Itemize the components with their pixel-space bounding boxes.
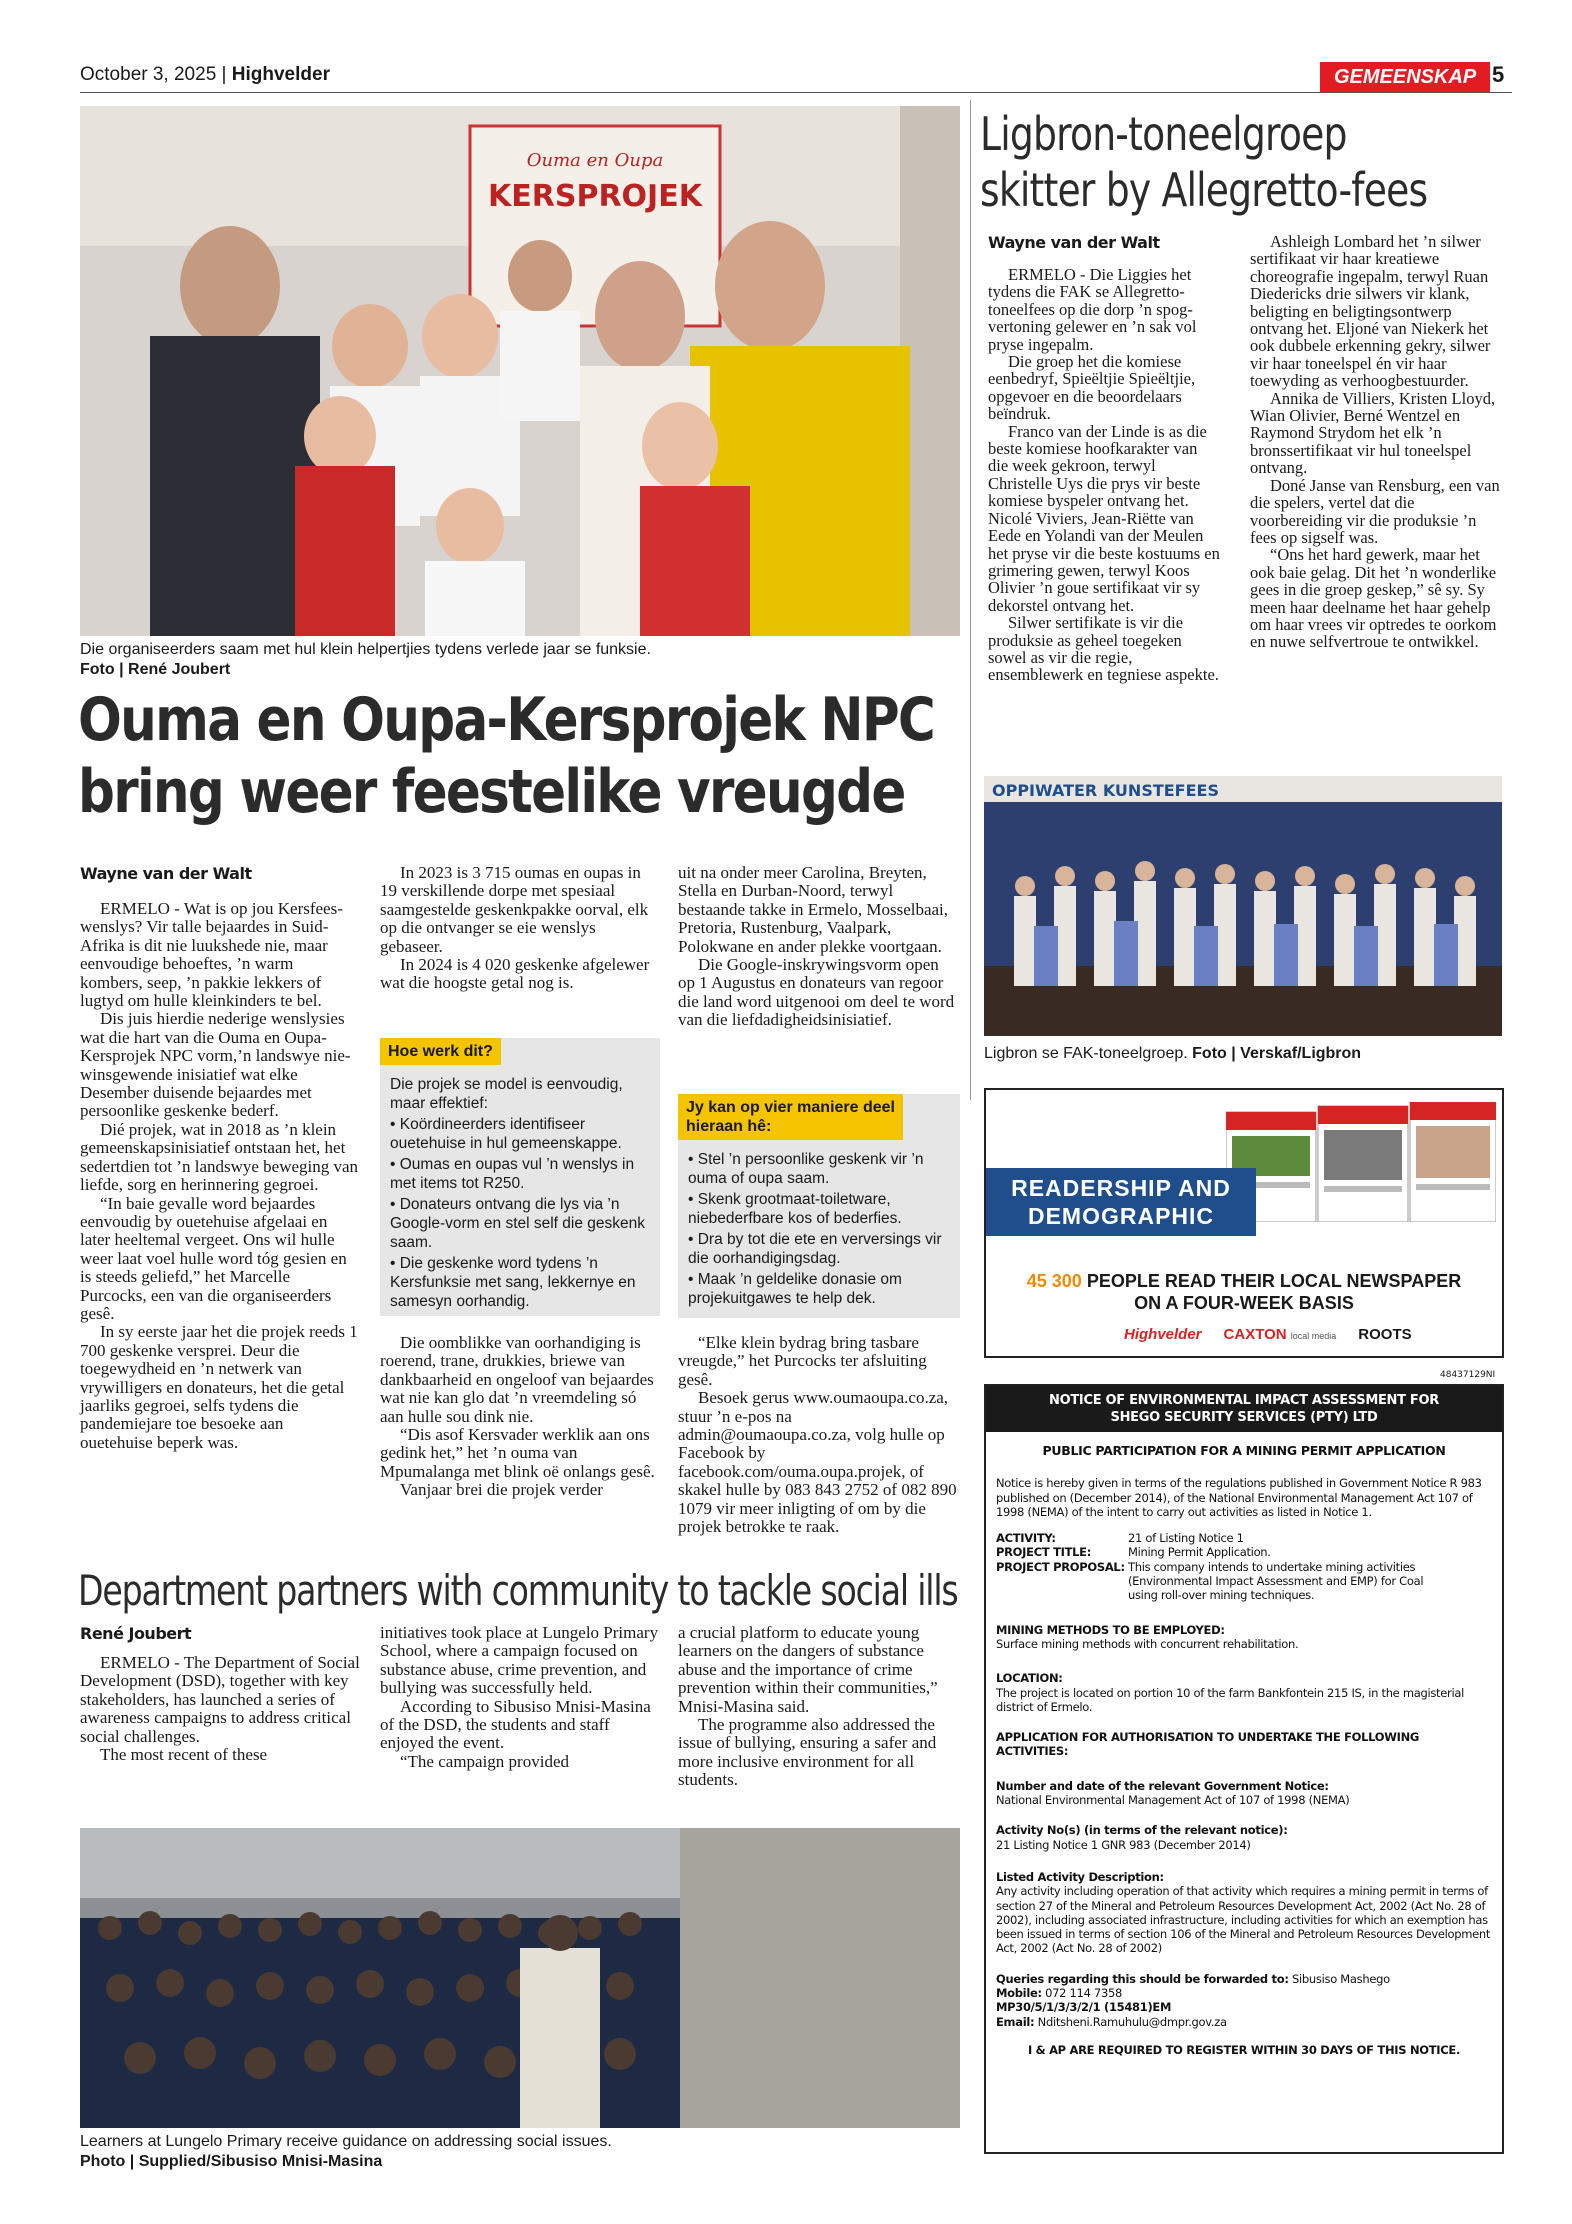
article1-byline: Wayne van der Walt — [80, 864, 252, 883]
text: The project is located on portion 10 of the farm Bankfontein 215 IS, in the magisterial district of Ermelo. — [996, 1685, 1465, 1714]
paragraph: Die Google-inskrywingsvorm open op 1 Augustus en donateurs van regoor die land word uitgenooi om deel te word van die liefdadigheidsinisiatief. — [678, 955, 955, 1030]
box-item: • Die geskenke word tydens ’n Kersfunksie met sang, lekkernye en samesyn oorhandig. — [390, 1255, 636, 1310]
photo-kersprojek — [80, 106, 960, 636]
paragraph: ERMELO - Die Liggies het tydens die FAK se Allegretto-toneelfees op die dorp ’n spog-vertoning gelewer en ’n sak vol pryse ingepalm. — [988, 265, 1197, 354]
phone: 072 114 7358 — [1045, 1986, 1123, 2001]
page-header — [80, 64, 330, 86]
article1-col3-bottom — [678, 1334, 960, 1536]
advert-line: READERSHIP AND — [1011, 1175, 1231, 1201]
heading: APPLICATION FOR AUTHORISATION TO UNDERTAKE THE FOLLOWING ACTIVITIES: — [996, 1730, 1420, 1759]
box-item: • Maak ’n geldelike donasie om projekuitgawes te help dek. — [688, 1271, 902, 1307]
notice-subtitle: PUBLIC PARTICIPATION FOR A MINING PERMIT APPLICATION — [1042, 1443, 1446, 1458]
label: Email: — [996, 2014, 1035, 2029]
paragraph: In 2023 is 3 715 oumas en oupas in 19 verskillende dorpe met spesiaal saamgestelde geskenkpakke oorval, elk op die ontvanger se eie wenslys gebaseer. — [380, 863, 649, 956]
heading: Listed Activity Description: — [996, 1869, 1164, 1884]
photo3-caption — [80, 2132, 960, 2172]
label: Mobile: — [996, 1986, 1042, 2001]
notice-app-head — [996, 1730, 1492, 1759]
photo-lungelo — [80, 1828, 960, 2128]
notice-body — [986, 1432, 1502, 2057]
newspaper-icon — [1226, 1102, 1496, 1222]
paragraph: Besoek gerus www.oumaoupa.co.za, stuur ’n e-pos na admin@oumaoupa.co.za, volg hulle op Facebook by facebook.com/ouma.oupa.projek, of skakel hulle by 083 843 2752 of 082 890 1079 vir meer inligting of om by die projek betrokke te raak. — [678, 1388, 957, 1537]
notice-title — [986, 1386, 1502, 1432]
advert-logos — [1124, 1326, 1424, 1343]
headline-line: Ligbron-toneelgroep — [980, 107, 1347, 161]
box-title: Hoe werk dit? — [380, 1038, 501, 1065]
column-divider — [970, 100, 971, 1100]
box-item: • Koördineerders identifiseer ouetehuise in hul gemeenskappe. — [390, 1116, 622, 1152]
text: Surface mining methods with concurrent rehabilitation. — [996, 1636, 1299, 1651]
svg-text:Ouma en Oupa: Ouma en Oupa — [526, 150, 664, 171]
box-title-line: hieraan hê: — [686, 1118, 772, 1135]
caption-credit: Foto | Verskaf/Ligbron — [1192, 1045, 1362, 1062]
readership-advert — [984, 1088, 1504, 1358]
article2-headline — [980, 106, 1427, 218]
email: Nditsheni.Ramuhulu@dmpr.gov.za — [1037, 2014, 1227, 2029]
advert-line: PEOPLE READ THEIR LOCAL NEWSPAPER — [1086, 1271, 1462, 1291]
box-intro: Die projek se model is eenvoudig, maar effektief: — [390, 1076, 623, 1112]
section-tag: GEMEENSKAP — [1320, 62, 1490, 92]
value: Mining Permit Application. — [1128, 1545, 1271, 1560]
label: PROJECT PROPOSAL: — [996, 1559, 1125, 1574]
caption-text: Die organiseerders saam met hul klein helpertjies tydens verlede jaar se funksie. — [80, 641, 651, 658]
box-body — [380, 1065, 660, 1323]
paragraph: Die groep het die komiese eenbedryf, Spieëltjie Spieëltjie, opgevoer en die beoordelaars beïndruk. — [988, 352, 1196, 424]
text: Any activity including operation of that activity which requires a mining permit in terms of section 27 of the Mineral and Petroleum Resources Development Act, 2002 (Act No. 28 of 2002), including associated infrastructure, including activities for which an exemption has been issued in terms of section 106 of the Mineral and Petroleum Resources Development Act, 2002 (Act No. 28 of 2002) — [996, 1884, 1491, 1956]
notice-ref: 48437129NI — [1440, 1370, 1496, 1380]
label: PROJECT TITLE: — [996, 1545, 1092, 1560]
paragraph: “Dis asof Kersvader werklik aan ons gedink het,” het ’n ouma van Mpumalanga met blink oë onlangs gesê. — [380, 1425, 655, 1481]
text: 21 Listing Notice 1 GNR 983 (December 2014) — [996, 1837, 1251, 1852]
paragraph: “Elke klein bydrag bring tasbare vreugde,” het Purcocks ter afsluiting gesê. — [678, 1333, 927, 1389]
box-title-line: Jy kan op vier maniere deel — [686, 1099, 895, 1116]
paragraph: a crucial platform to educate young learners on the dangers of substance abuse and the importance of crime prevention within their communities,” Mnisi-Masina said. — [678, 1623, 938, 1716]
paragraph: ERMELO - Wat is op jou Kersfees-wenslys? Vir talle bejaardes in Suid-Afrika is dit nie luukshede nie, maar eenvoudige behoeftes, ’n warm kombers, seep, ’n pakkie lekkers of lugtyd om hulle kleinkinders te bel. — [80, 899, 343, 1011]
paragraph: The most recent of these — [100, 1745, 268, 1765]
article3-col2 — [380, 1624, 660, 1771]
article3-byline: René Joubert — [80, 1624, 192, 1643]
photo1-caption — [80, 640, 960, 680]
article1-col1 — [80, 900, 360, 1452]
reference-number: MP30/5/1/3/3/2/1 (15481)EM — [996, 2000, 1172, 2015]
how-it-works-box — [380, 1038, 660, 1316]
article3-col3 — [678, 1624, 960, 1790]
text: National Environmental Management Act of 107 of 1998 (NEMA) — [996, 1793, 1350, 1808]
box-item: • Stel ’n persoonlike geskenk vir ’n ouma of oupa saam. — [688, 1151, 924, 1187]
highvelder-logo: Highvelder — [1124, 1326, 1202, 1343]
paragraph: Annika de Villiers, Kristen Lloyd, Wian Olivier, Berné Wentzel en Raymond Strydom het elk ’n bronssertifikaat vir hul toneelspel ontvang. — [1250, 388, 1496, 478]
newspaper-thumbnails — [1226, 1102, 1496, 1222]
paragraph: Ashleigh Lombard het ’n silwer sertifikaat vir haar kreatiewe choreografie ingepalm, terwyl Ruan Diedericks drie silwers vir klank, beligting en beligtingsontwerp ontvang het. Eljoné van Niekerk het ook dubbele erkenning gekry, silwer vir haar toneelspel én vir haar toewyding as verhoogbestuurder. — [1250, 232, 1491, 391]
notice-activity-row — [996, 1531, 1492, 1545]
article1-col2 — [380, 864, 660, 993]
box-item: • Dra by tot die ete en verversings vir die oorhandigingsdag. — [688, 1231, 942, 1267]
heading: LOCATION: — [996, 1671, 1063, 1686]
issue-date: October 3, 2025 | — [80, 64, 227, 85]
headline-line: skitter by Allegretto-fees — [980, 163, 1428, 217]
paragraph: initiatives took place at Lungelo Primary School, where a campaign focused on substance abuse, crime prevention, and bullying was successfully held. — [380, 1623, 659, 1698]
headline-line: Ouma en Oupa-Kersprojek NPC — [78, 685, 935, 755]
article2-col2 — [1250, 233, 1500, 651]
paragraph: Franco van der Linde is as die beste komiese hoofkarakter van die week gekroon, terwyl Christelle Uys die prys vir beste komiese byspeler ontvang het. Nicolé Viviers, Jean-Riëtte van Eede en Yolandi van der Meulen het pryse vir die beste kostuums en grimering gewen, terwyl Koos Olivier ’n goue sertifikaat vir sy dekorstel ontvang het. — [988, 421, 1220, 615]
article2-byline: Wayne van der Walt — [988, 233, 1160, 252]
article3-col1 — [80, 1654, 360, 1764]
paragraph: Vanjaar brei die projek verder — [400, 1480, 603, 1500]
notice-gov — [996, 1779, 1492, 1808]
paragraph: According to Sibusiso Mnisi-Masina of the DSD, the students and staff enjoyed the event. — [380, 1696, 651, 1753]
caption-text: Learners at Lungelo Primary receive guidance on addressing social issues. — [80, 2133, 612, 2150]
paragraph: “The campaign provided — [400, 1751, 569, 1771]
notice-listed — [996, 1870, 1492, 1956]
box-item: • Skenk grootmaat-toiletware, niebederfbare kos of bederfies. — [688, 1191, 902, 1227]
paragraph: Die oomblikke van oorhandiging is roerend, trane, drukkies, briewe van dankbaarheid en ongeloof van bejaardes wat nie kan glo dat ’n vreemdeling só aan hulle sou dink nie. — [380, 1333, 654, 1426]
contact-name: Sibusiso Mashego — [1292, 1971, 1390, 1986]
notice-methods — [996, 1623, 1492, 1652]
box-body — [678, 1140, 960, 1320]
notice-title-line: SHEGO SECURITY SERVICES (PTY) LTD — [1110, 1410, 1378, 1425]
caxton-sub: local media — [1290, 1331, 1337, 1341]
headline-line: bring weer feestelike vreugde — [78, 757, 905, 827]
notice-contacts — [996, 1972, 1492, 2029]
notice-title-line: NOTICE OF ENVIRONMENTAL IMPACT ASSESSMENT FOR — [1049, 1393, 1439, 1408]
environmental-notice — [984, 1384, 1504, 2154]
label: ACTIVITY: — [996, 1531, 1056, 1546]
box-title — [678, 1094, 903, 1140]
photo2-caption — [984, 1044, 1502, 1064]
notice-location — [996, 1671, 1492, 1714]
heading: MINING METHODS TO BE EMPLOYED: — [996, 1622, 1225, 1637]
caption-credit: Foto | René Joubert — [80, 661, 231, 678]
svg-text:KERSPROJEK: KERSPROJEK — [488, 179, 702, 214]
value: This company intends to undertake mining activities (Environmental Impact Assessment and EMP) for Coal using roll-over mining techniques. — [1128, 1559, 1424, 1603]
advert-heading — [986, 1168, 1256, 1238]
advert-line: ON A FOUR-WEEK BASIS — [1134, 1293, 1354, 1313]
paragraph: In sy eerste jaar het die projek reeds 1 700 geskenke versprei. Deur die toegewydheid en ’n netwerk van vrywilligers en donateurs, het die getal jaarliks gegroei, selfs tydens die pandemiejare toe besoeke aan ouetehuise beperk was. — [80, 1322, 358, 1452]
article1-col3 — [678, 864, 960, 1030]
paragraph: Silwer sertifikate is vir die produksie as geheel toegeken sowel as vir die regie, ensemblewerk en tegniese aspekte. — [988, 613, 1219, 685]
photo-ligbron — [984, 776, 1502, 1036]
photo-banner-text: OPPIWATER KUNSTEFEES — [992, 781, 1219, 800]
paragraph: ERMELO - The Department of Social Development (DSD), together with key stakeholders, has launched a series of awareness campaigns to address critical social challenges. — [80, 1653, 360, 1746]
article1-headline — [78, 684, 934, 828]
advert-line: DEMOGRAPHIC — [1027, 1203, 1215, 1229]
page-number: 5 — [1492, 62, 1505, 87]
paragraph: “Ons het hard gewerk, maar het ook baie gelag. Dit het ’n wonderlike gees in die groep geskep,” sê sy. Sy meen haar deelname het haar gehelp om haar vrees vir optredes te oorkom en nuwe selfvertroue te ontwikkel. — [1250, 545, 1497, 652]
paragraph: In 2024 is 4 020 geskenke afgelewer wat die hoogste getal nog is. — [380, 955, 650, 993]
caption-credit: Photo | Supplied/Sibusiso Mnisi-Masina — [80, 2153, 383, 2170]
box-item: • Oumas en oupas vul ’n wenslys in met items tot R250. — [390, 1156, 635, 1192]
caxton-text: CAXTON — [1223, 1326, 1287, 1343]
notice-actno — [996, 1823, 1492, 1852]
value: 21 of Listing Notice 1 — [1128, 1531, 1244, 1546]
readership-number: 45 300 — [1026, 1271, 1082, 1291]
notice-proposal-row — [996, 1560, 1492, 1603]
paragraph: Doné Janse van Rensburg, een van die spelers, vertel dat die voorbereiding vir die produksie ’n fees op sigself was. — [1250, 475, 1500, 547]
article3-headline: Department partners with community to tackle social ills — [78, 1566, 958, 1615]
paragraph: Dié projek, wat in 2018 as ’n klein gemeenskapsinisiatief ontstaan het, het sedertdien tot ’n landswye beweging van liefde, sorg en herinnering gegroei. — [80, 1119, 359, 1195]
paper-name: Highvelder — [231, 64, 330, 85]
notice-title-row — [996, 1545, 1492, 1559]
caxton-logo — [1224, 1326, 1337, 1343]
paragraph: Dis juis hierdie nederige wenslysies wat die hart van die Ouma en Oupa-Kersprojek NPC vorm,’n landswye nie-winsgewende inisiatief wat elke Desember duisende bejaardes met persoonlike geskenke bederf. — [80, 1009, 351, 1121]
article1-col2-bottom — [380, 1334, 660, 1500]
roots-logo: ROOTS — [1358, 1326, 1412, 1343]
box-item: • Donateurs ontvang die lys via ’n Google-vorm en stel self die geskenk saam. — [390, 1196, 646, 1251]
advert-text — [986, 1270, 1502, 1314]
heading: Queries regarding this should be forwarded to: — [996, 1971, 1289, 1986]
four-ways-box — [678, 1094, 960, 1318]
article2-col1 — [988, 266, 1220, 684]
notice-intro: Notice is hereby given in terms of the regulations published in Government Notice R 983 published on (December 2014), of the National Environmental Management Act 107 of 1998 (NEMA) of the intent to carry out activities as listed in Notice 1. — [996, 1476, 1482, 1519]
paragraph: uit na onder meer Carolina, Breyten, Stella en Durban-Noord, terwyl bestaande takke in Ermelo, Mosselbaai, Pretoria, Rustenburg, Vaalpark, Polokwane en ander plekke voortgaan. — [678, 863, 949, 956]
heading: Activity No(s) (in terms of the relevant notice): — [996, 1823, 1288, 1838]
heading: Number and date of the relevant Government Notice: — [996, 1778, 1329, 1793]
paragraph: “In baie gevalle word bejaardes eenvoudig by ouetehuise afgelaai en later heeltemal vergeet. Ons wil hulle weer laat voel hulle word tóg gesien en is steeds geliefd,” het Marcelle Purcocks, een van die organiseerders gesê. — [80, 1193, 347, 1323]
paragraph: The programme also addressed the issue of bullying, ensuring a safer and more inclusive environment for all students. — [678, 1715, 937, 1790]
caption-text: Ligbron se FAK-toneelgroep. — [984, 1045, 1188, 1062]
notice-footer: I & AP ARE REQUIRED TO REGISTER WITHIN 30 DAYS OF THIS NOTICE. — [1027, 2042, 1461, 2057]
header-rule — [80, 92, 1512, 93]
